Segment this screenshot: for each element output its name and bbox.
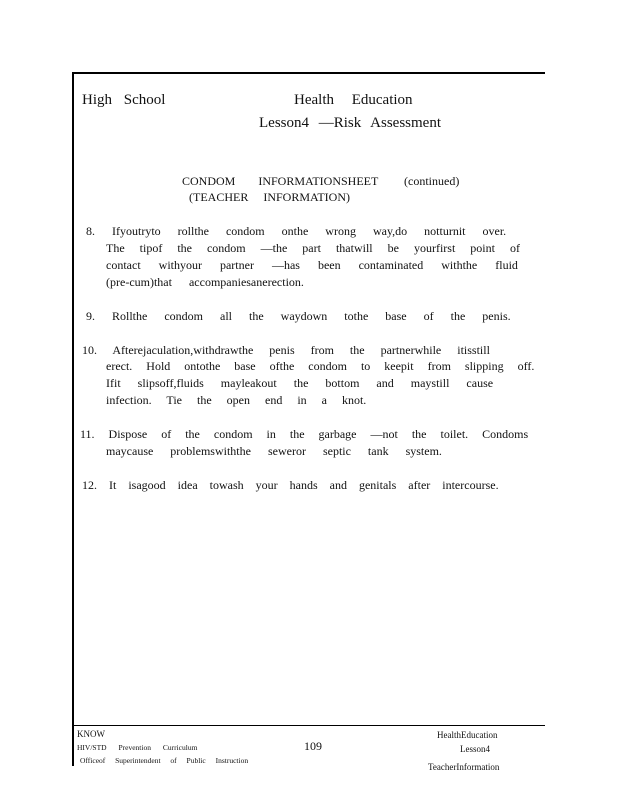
header-school: High School	[82, 92, 166, 108]
page-frame-top	[72, 72, 545, 74]
item-10-line-2: erect. Hold ontothe base ofthe condom to keepit from slipping off.	[106, 359, 535, 373]
item-10-line-3: Ifit slipsoff,fluids mayleakout the bottom and maystill cause	[106, 376, 494, 390]
page-frame-left	[72, 72, 74, 766]
item-10-line-1: 10. Afterejaculation,withdrawthe penis from the partnerwhile itisstill	[82, 343, 490, 357]
footer-office: Officeof Superintendent of Public Instruction	[80, 756, 249, 765]
item-12-line-1: 12. It isagood idea towash your hands and genitals after intercourse.	[82, 478, 499, 492]
footer-curriculum: HIV/STD Prevention Curriculum	[77, 743, 198, 752]
item-8-line-1: 8. Ifyoutryto rollthe condom onthe wrong way,do notturnit over.	[86, 224, 507, 238]
page-number: 109	[304, 739, 322, 753]
footer-teacher-info: TeacherInformation	[428, 762, 500, 772]
item-9-line-1: 9. Rollthe condom all the waydown tothe base of the penis.	[86, 309, 511, 323]
header-subject: Health Education	[294, 92, 413, 108]
header-lesson: Lesson4 —Risk Assessment	[259, 115, 442, 131]
item-10-line-4: infection. Tie the open end in a knot.	[106, 393, 367, 407]
page-frame-bottom	[72, 725, 545, 726]
footer-health-education: HealthEducation	[437, 730, 498, 740]
footer-lesson: Lesson4	[460, 744, 490, 754]
sheet-title: CONDOM INFORMATIONSHEET	[182, 174, 379, 188]
item-8-line-4: (pre-cum)that accompaniesanerection.	[106, 275, 304, 289]
sheet-continued: (continued)	[404, 174, 460, 188]
footer-know: KNOW	[77, 729, 105, 739]
item-11-line-2: maycause problemswiththe seweror septic tank system.	[106, 444, 442, 458]
sheet-subtitle: (TEACHER INFORMATION)	[189, 190, 350, 204]
item-11-line-1: 11. Dispose of the condom in the garbage —not the toilet. Condoms	[80, 427, 529, 441]
item-8-line-3: contact withyour partner —has been contaminated withthe fluid	[106, 258, 518, 272]
item-8-line-2: The tipof the condom —the part thatwill be yourfirst point of	[106, 241, 520, 255]
